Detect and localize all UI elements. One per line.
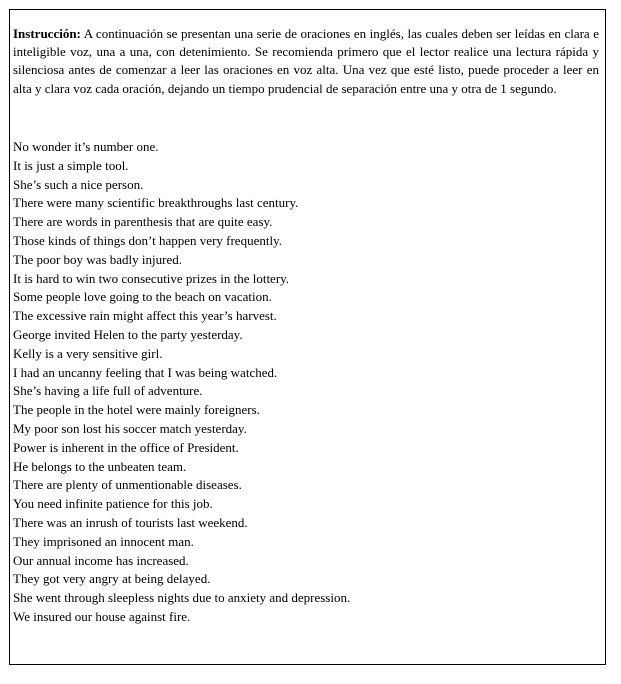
sentence-item: The poor boy was badly injured. (13, 251, 182, 267)
sentence-item: She’s having a life full of adventure. (13, 383, 203, 399)
sentence-item: My poor son lost his soccer match yesterday. (13, 420, 247, 436)
sentence-item: She went through sleepless nights due to anxiety and depression. (13, 590, 351, 606)
sentence-item: You need infinite patience for this job. (13, 496, 213, 512)
sentence-item: It is hard to win two consecutive prizes in the lottery. (13, 270, 290, 286)
instruction-label: Instrucción: (13, 26, 81, 41)
sentence-item: Those kinds of things don’t happen very frequently. (13, 232, 282, 248)
sentence-item: George invited Helen to the party yesterday. (13, 326, 243, 342)
sentence-item: There was an inrush of tourists last weekend. (13, 514, 248, 530)
sentence-item: Power is inherent in the office of President. (13, 439, 239, 455)
sentence-item: Our annual income has increased. (13, 552, 189, 568)
sentence-item: She’s such a nice person. (13, 176, 144, 192)
sentence-item: They got very angry at being delayed. (13, 571, 211, 587)
sentence-item: There were many scientific breakthroughs last century. (13, 195, 299, 211)
sentence-item: They imprisoned an innocent man. (13, 533, 194, 549)
sentence-item: Some people love going to the beach on vacation. (13, 289, 272, 305)
sentence-list (13, 138, 593, 627)
instruction-paragraph (13, 25, 599, 98)
sentence-item: There are words in parenthesis that are quite easy. (13, 214, 273, 230)
sentence-item: There are plenty of unmentionable diseases. (13, 477, 242, 493)
sentence-item: No wonder it’s number one. (13, 139, 159, 154)
sentence-item: Kelly is a very sensitive girl. (13, 345, 163, 361)
sentence-item: It is just a simple tool. (13, 157, 129, 173)
sentence-item: We insured our house against fire. (13, 608, 191, 624)
instruction-text: A continuación se presentan una serie de oraciones en inglés, las cuales deben ser leídas en clara e inteligible voz, una a una, con detenimiento. Se recomienda primero que el lector realice una lectura rápida y silenciosa antes de comenzar a leer las oraciones en voz alta. Una vez que esté listo, puede proceder a leer en alta y clara voz cada oración, dejando un tiempo prudencial de separación entre una y otra de 1 segundo. (13, 26, 599, 96)
sentence-item: I had an uncanny feeling that I was being watched. (13, 364, 278, 380)
sentence-item: He belongs to the unbeaten team. (13, 458, 187, 474)
sentence-item: The excessive rain might affect this year’s harvest. (13, 308, 277, 324)
sentence-item: The people in the hotel were mainly foreigners. (13, 402, 260, 418)
